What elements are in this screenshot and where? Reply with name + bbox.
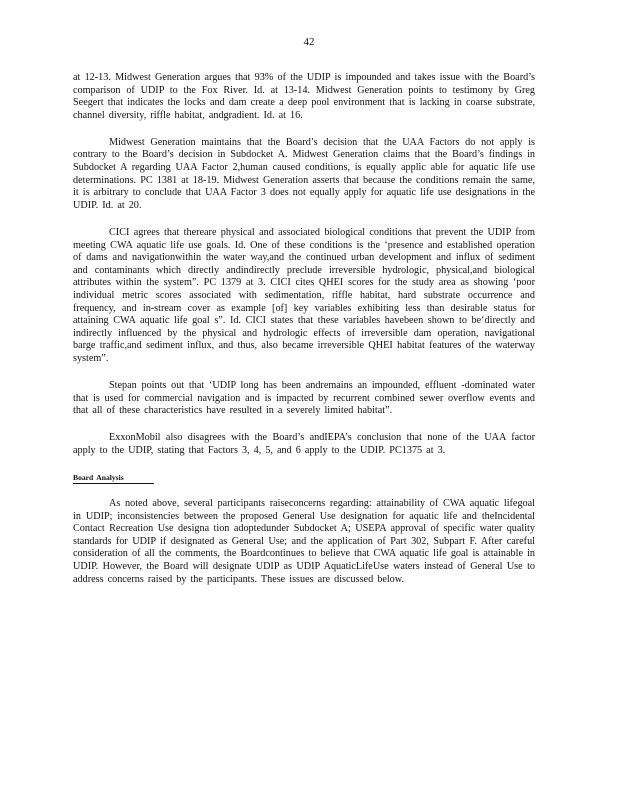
paragraph-board-analysis: As noted above, several participants raiseconcerns regarding: attainability of CWA aquatic lifegoal in UDIP; inconsistencies between the proposed General Use designation for aquatic life and theIncidental Contact Recreation Use designa tion adoptedunder Subdocket A; USEPA approval of specific water quality standards for UDIP if designated as General Use; and the application of Part 302, Subpart F. After careful consideration of all the comments, the Boardcontinues to believe that CWA aquatic life goal is attainable in UDIP. However, the Board will designate UDIP as UDIP AquaticLifeUse waters instead of General Use to address concerns raised by the participants. These issues are discussed below.: [73, 497, 535, 585]
paragraph-cici-agrees: CICI agrees that thereare physical and associated biological conditions that prevent the UDIP from meeting CWA aquatic life use goals. Id. One of these conditions is the ‘presence and established operation of dams and navigationwithin the water way,and the continued urban development and influx of sediment and contaminants which directly andindirectly preclude irreversible hydrologic, physical,and biological attributes within the system”. PC 1379 at 3. CICI cites QHEI scores for the study area as showing ‘poor individual metric scores associated with sedimentation, riffle habitat, hard substrate occurrence and frequency, and in-stream cover as example [of] key variables exhibiting less than desirable status for attaining CWA aquatic life goal s”. Id. CICI states that these variables havebeen shown to be‘directly and indirectly influenced by the physical and hydrologic effects of irreversible dam operation, navigational barge traffic,and sediment influx, and thus, also became irreversible QHEI habitat features of the waterway system”.: [73, 226, 535, 364]
page-number: 42: [303, 36, 315, 48]
paragraph-stepan: Stepan points out that ‘UDIP long has been andremains an impounded, effluent -dominated water that is used for commercial navigation and is impacted by recurrent combined sewer overflow events and that all of these characteristics have resulted in a severely limited habitat”.: [73, 379, 535, 417]
document-body: [73, 72, 535, 601]
section-heading-container: [73, 472, 535, 498]
section-heading: Board Analysis: [73, 473, 154, 484]
paragraph-midwest-argument: at 12-13. Midwest Generation argues that 93% of the UDIP is impounded and takes issue with the Board’s comparison of UDIP to the Fox River. Id. at 13-14. Midwest Generation points to testimony by Greg Seegert that indicates the locks and dam create a deep pool environment that is lacking in coarse substrate, channel diversity, riffle habitat, andgradient. Id. at 16.: [73, 72, 535, 121]
paragraph-exxonmobil: ExxonMobil also disagrees with the Board’s andIEPA’s conclusion that none of the UAA factor apply to the UDIP, stating that Factors 3, 4, 5, and 6 apply to the UDIP. PC1375 at 3.: [73, 432, 535, 456]
paragraph-midwest-uaa-factors: Midwest Generation maintains that the Board’s decision that the UAA Factors do not apply is contrary to the Board’s decision in Subdocket A. Midwest Generation claims that the Board’s findings in Subdocket A regarding UAA Factor 2,human caused conditions, is equally applic able for aquatic life use determinations. PC 1381 at 18-19. Midwest Generation asserts that because the conditions remain the same, it is arbitrary to conclude that UAA Factor 3 does not equally apply for aquatic life use designations in the UDIP. Id. at 20.: [73, 136, 535, 211]
